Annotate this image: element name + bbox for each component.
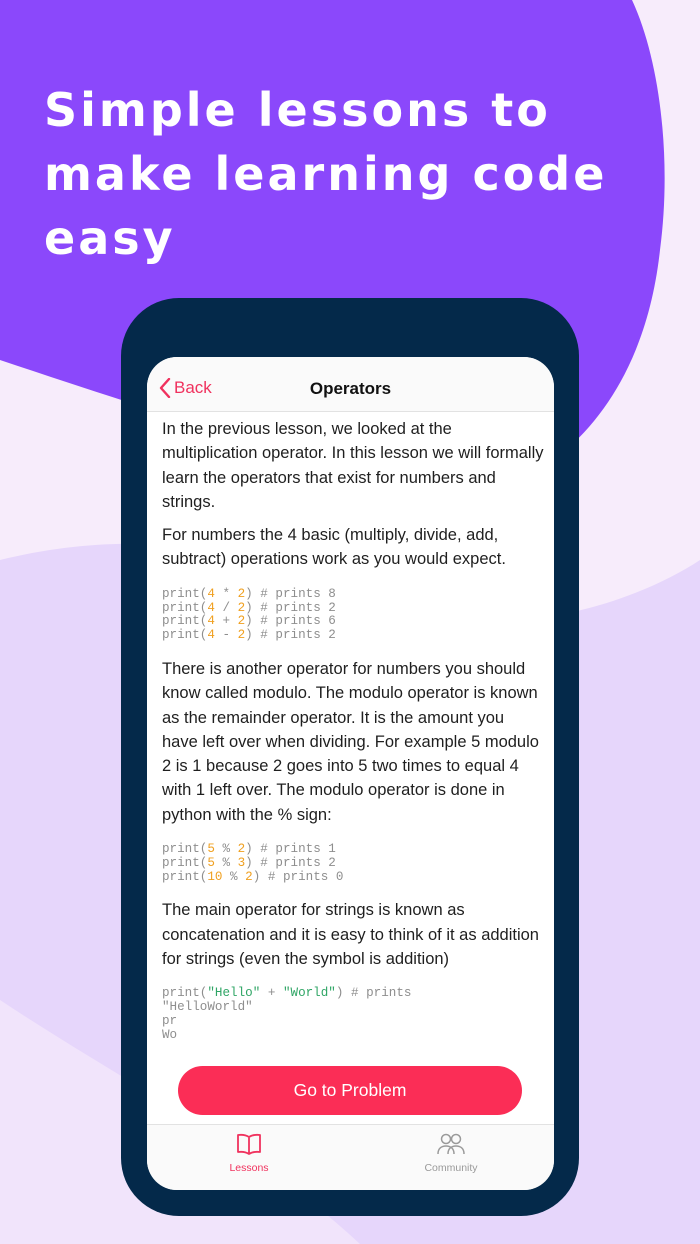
code-line: print(4 * 2) # prints 8 — [162, 586, 336, 601]
book-icon — [236, 1133, 262, 1155]
page-title: Operators — [309, 379, 392, 398]
app-screen — [147, 357, 554, 1190]
lesson-content — [162, 417, 544, 1057]
code-line: print(5 % 3) # prints 2 — [162, 855, 336, 870]
code-block — [162, 843, 544, 884]
navigation-bar — [147, 357, 554, 412]
lesson-paragraph: For numbers the 4 basic (multiply, divide, add, subtract) operations work as you would expect. — [162, 526, 506, 569]
code-line: Wo — [162, 1027, 178, 1042]
lesson-paragraph: In the previous lesson, we looked at the multiplication operator. In this lesson we will formally learn the operators that exist for numbers and strings. — [162, 420, 544, 511]
code-block — [162, 987, 544, 1042]
lesson-paragraph: The main operator for strings is known as concatenation and it is easy to think of it as addition for strings (even the symbol is addition) — [162, 901, 539, 969]
promo-headline: Simple lessons to make learning code easy — [44, 83, 608, 265]
code-line: print(4 / 2) # prints 2 — [162, 600, 336, 615]
code-line: "HelloWorld" — [162, 1000, 253, 1015]
tab-lessons[interactable] — [179, 1133, 319, 1174]
code-line: print("Hello" + "World") # prints — [162, 986, 412, 1001]
code-line: print(4 + 2) # prints 6 — [162, 614, 336, 629]
tab-label: Community — [424, 1162, 478, 1174]
back-label: Back — [174, 378, 212, 397]
lesson-paragraph: There is another operator for numbers you should know called modulo. The modulo operator is known as the remainder operator. It is the amount you have left over when dividing. For example 5 modulo 2 is 1 because 2 goes into 5 two times to equal 4 with 1 left over. The modulo operator is done in python with the % sign: — [162, 659, 539, 824]
people-icon — [436, 1133, 466, 1155]
phone-frame — [121, 298, 579, 1216]
go-to-problem-button[interactable]: Go to Problem — [178, 1066, 522, 1115]
tab-community[interactable] — [381, 1133, 521, 1174]
tab-label: Lessons — [229, 1162, 269, 1174]
code-line: print(10 % 2) # prints 0 — [162, 869, 344, 884]
tab-bar — [147, 1124, 554, 1190]
code-line: pr — [162, 1013, 178, 1028]
code-line: print(5 % 2) # prints 1 — [162, 842, 336, 857]
code-line: print(4 - 2) # prints 2 — [162, 628, 336, 643]
code-block — [162, 588, 544, 643]
